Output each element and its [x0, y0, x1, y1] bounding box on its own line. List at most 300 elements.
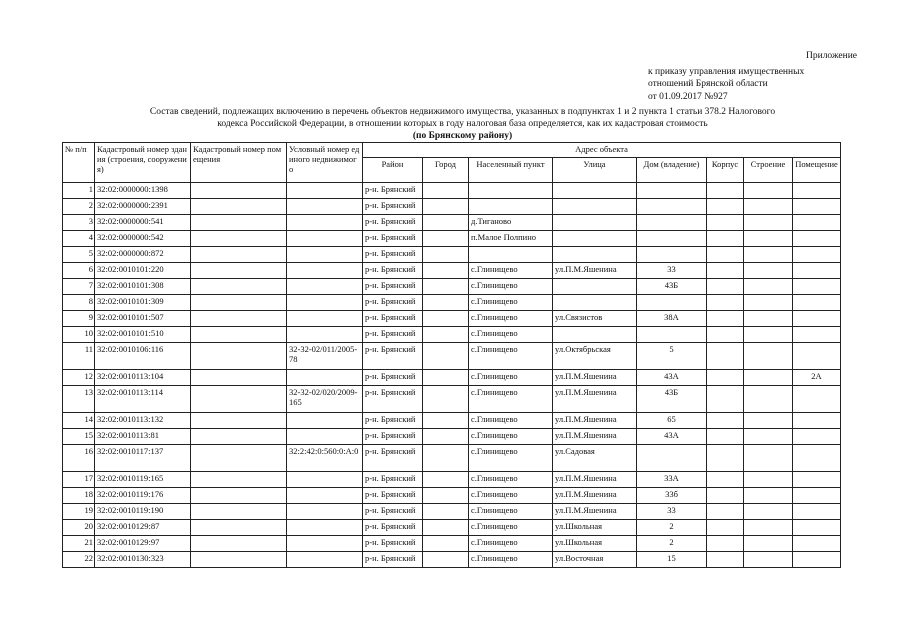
settlement-cell: с.Глинищево [469, 279, 553, 295]
street-cell: ул.П.М.Яшенина [553, 504, 637, 520]
objects-table [62, 142, 841, 568]
city-cell [423, 472, 469, 488]
house-cell: 38А [637, 311, 707, 327]
row-number: 16 [63, 445, 95, 472]
street-cell: ул.П.М.Яшенина [553, 488, 637, 504]
settlement-cell: с.Глинищево [469, 263, 553, 279]
cadastral-number: 32:02:0010113:132 [95, 413, 191, 429]
room-cadastral-number [191, 263, 287, 279]
room-cell [793, 488, 841, 504]
korpus-cell [707, 343, 744, 370]
settlement-cell [469, 247, 553, 263]
city-cell [423, 279, 469, 295]
korpus-cell [707, 445, 744, 472]
room-cadastral-number [191, 311, 287, 327]
room-cell [793, 445, 841, 472]
conditional-number [287, 552, 363, 568]
street-cell: ул.П.М.Яшенина [553, 472, 637, 488]
table-row [63, 504, 841, 520]
house-cell [637, 445, 707, 472]
korpus-cell [707, 370, 744, 386]
room-cell [793, 311, 841, 327]
building-cell [744, 295, 793, 311]
settlement-cell: с.Глинищево [469, 343, 553, 370]
settlement-cell: с.Глинищево [469, 429, 553, 445]
korpus-cell [707, 536, 744, 552]
korpus-cell [707, 215, 744, 231]
building-cell [744, 488, 793, 504]
conditional-number [287, 199, 363, 215]
korpus-cell [707, 504, 744, 520]
table-row [63, 370, 841, 386]
room-cadastral-number [191, 343, 287, 370]
korpus-cell [707, 231, 744, 247]
district-cell: р-н. Брянский [363, 327, 423, 343]
table-row [63, 295, 841, 311]
city-cell [423, 504, 469, 520]
col-header-city: Город [423, 158, 469, 183]
room-cadastral-number [191, 552, 287, 568]
city-cell [423, 263, 469, 279]
district-cell: р-н. Брянский [363, 536, 423, 552]
street-cell [553, 295, 637, 311]
house-cell [637, 215, 707, 231]
table-row [63, 343, 841, 370]
house-cell: 43А [637, 429, 707, 445]
room-cell: 2А [793, 370, 841, 386]
col-header-cad-building: Кадастровый номер здания (строения, сооружения) [95, 143, 191, 183]
settlement-cell: п.Малое Полпино [469, 231, 553, 247]
row-number: 22 [63, 552, 95, 568]
city-cell [423, 536, 469, 552]
district-cell: р-н. Брянский [363, 552, 423, 568]
appendix-label: Приложение [806, 51, 857, 61]
order-reference-line: отношений Брянской области [648, 79, 768, 89]
korpus-cell [707, 520, 744, 536]
document-title-line: кодекса Российской Федерации, в отношении которых в году налоговая база определяется, как их кадастровая стоимость [217, 119, 708, 129]
row-number: 8 [63, 295, 95, 311]
room-cadastral-number [191, 488, 287, 504]
room-cell [793, 413, 841, 429]
settlement-cell [469, 183, 553, 199]
cadastral-number: 32:02:0000000:542 [95, 231, 191, 247]
district-cell: р-н. Брянский [363, 263, 423, 279]
city-cell [423, 327, 469, 343]
settlement-cell: с.Глинищево [469, 520, 553, 536]
room-cell [793, 279, 841, 295]
district-cell: р-н. Брянский [363, 231, 423, 247]
cadastral-number: 32:02:0000000:872 [95, 247, 191, 263]
building-cell [744, 413, 793, 429]
house-cell: 33А [637, 472, 707, 488]
street-cell: ул.П.М.Яшенина [553, 386, 637, 413]
room-cell [793, 343, 841, 370]
street-cell [553, 231, 637, 247]
korpus-cell [707, 413, 744, 429]
district-cell: р-н. Брянский [363, 386, 423, 413]
room-cadastral-number [191, 536, 287, 552]
conditional-number [287, 279, 363, 295]
room-cell [793, 247, 841, 263]
district-cell: р-н. Брянский [363, 520, 423, 536]
street-cell [553, 247, 637, 263]
street-cell: ул.П.М.Яшенина [553, 263, 637, 279]
district-cell: р-н. Брянский [363, 295, 423, 311]
col-header-street: Улица [553, 158, 637, 183]
korpus-cell [707, 327, 744, 343]
building-cell [744, 343, 793, 370]
conditional-number [287, 504, 363, 520]
settlement-cell: с.Глинищево [469, 295, 553, 311]
city-cell [423, 343, 469, 370]
table-row [63, 231, 841, 247]
city-cell [423, 199, 469, 215]
cadastral-number: 32:02:0000000:2391 [95, 199, 191, 215]
col-header-house: Дом (владение) [637, 158, 707, 183]
row-number: 6 [63, 263, 95, 279]
house-cell: 33 [637, 263, 707, 279]
building-cell [744, 183, 793, 199]
city-cell [423, 231, 469, 247]
cadastral-number: 32:02:0000000:1398 [95, 183, 191, 199]
street-cell: ул.П.М.Яшенина [553, 413, 637, 429]
room-cell [793, 536, 841, 552]
district-cell: р-н. Брянский [363, 429, 423, 445]
city-cell [423, 311, 469, 327]
room-cadastral-number [191, 472, 287, 488]
street-cell [553, 279, 637, 295]
cadastral-number: 32:02:0010101:510 [95, 327, 191, 343]
building-cell [744, 231, 793, 247]
row-number: 17 [63, 472, 95, 488]
building-cell [744, 520, 793, 536]
col-header-address: Адрес объекта [363, 143, 841, 158]
district-cell: р-н. Брянский [363, 472, 423, 488]
building-cell [744, 370, 793, 386]
room-cell [793, 263, 841, 279]
city-cell [423, 183, 469, 199]
district-cell: р-н. Брянский [363, 247, 423, 263]
conditional-number [287, 472, 363, 488]
settlement-cell: с.Глинищево [469, 552, 553, 568]
building-cell [744, 536, 793, 552]
conditional-number [287, 429, 363, 445]
room-cell [793, 215, 841, 231]
row-number: 5 [63, 247, 95, 263]
district-cell: р-н. Брянский [363, 183, 423, 199]
cadastral-number: 32:02:0010119:165 [95, 472, 191, 488]
cadastral-number: 32:02:0010129:97 [95, 536, 191, 552]
room-cadastral-number [191, 247, 287, 263]
building-cell [744, 472, 793, 488]
house-cell: 43Б [637, 279, 707, 295]
col-header-cond-num: Условный номер единого недвижимого [287, 143, 363, 183]
col-header-room: Помещение [793, 158, 841, 183]
district-cell: р-н. Брянский [363, 215, 423, 231]
city-cell [423, 445, 469, 472]
room-cell [793, 504, 841, 520]
cadastral-number: 32:02:0010119:190 [95, 504, 191, 520]
room-cadastral-number [191, 199, 287, 215]
building-cell [744, 504, 793, 520]
city-cell [423, 386, 469, 413]
row-number: 14 [63, 413, 95, 429]
street-cell: ул.П.М.Яшенина [553, 429, 637, 445]
settlement-cell: с.Глинищево [469, 386, 553, 413]
street-cell: ул.П.М.Яшенина [553, 370, 637, 386]
table-row [63, 520, 841, 536]
district-cell: р-н. Брянский [363, 279, 423, 295]
conditional-number [287, 488, 363, 504]
korpus-cell [707, 311, 744, 327]
house-cell [637, 247, 707, 263]
conditional-number [287, 247, 363, 263]
district-cell: р-н. Брянский [363, 199, 423, 215]
settlement-cell: д.Тиганово [469, 215, 553, 231]
conditional-number [287, 183, 363, 199]
row-number: 4 [63, 231, 95, 247]
street-cell [553, 183, 637, 199]
building-cell [744, 263, 793, 279]
room-cadastral-number [191, 295, 287, 311]
order-reference-line: к приказу управления имущественных [648, 67, 805, 77]
table-row [63, 279, 841, 295]
document-subtitle: (по Брянскому району) [412, 131, 513, 141]
col-header-settlement: Населенный пункт [469, 158, 553, 183]
table-row [63, 386, 841, 413]
house-cell: 2 [637, 520, 707, 536]
korpus-cell [707, 279, 744, 295]
room-cell [793, 552, 841, 568]
korpus-cell [707, 263, 744, 279]
row-number: 3 [63, 215, 95, 231]
col-header-cad-room: Кадастровый номер помещения [191, 143, 287, 183]
street-cell: ул.Садовая [553, 445, 637, 472]
room-cell [793, 520, 841, 536]
cadastral-number: 32:02:0010113:81 [95, 429, 191, 445]
building-cell [744, 327, 793, 343]
conditional-number: 32-32-02/011/2005-78 [287, 343, 363, 370]
table-row [63, 199, 841, 215]
settlement-cell: с.Глинищево [469, 311, 553, 327]
conditional-number [287, 370, 363, 386]
conditional-number: 32:2:42:0:560:0:А:0 [287, 445, 363, 472]
settlement-cell: с.Глинищево [469, 504, 553, 520]
cadastral-number: 32:02:0010113:104 [95, 370, 191, 386]
building-cell [744, 311, 793, 327]
table-row [63, 536, 841, 552]
conditional-number [287, 327, 363, 343]
table-row [63, 183, 841, 199]
room-cadastral-number [191, 445, 287, 472]
building-cell [744, 199, 793, 215]
city-cell [423, 247, 469, 263]
room-cadastral-number [191, 183, 287, 199]
conditional-number [287, 520, 363, 536]
house-cell: 43А [637, 370, 707, 386]
conditional-number [287, 413, 363, 429]
conditional-number [287, 295, 363, 311]
street-cell: ул.Восточная [553, 552, 637, 568]
korpus-cell [707, 183, 744, 199]
cadastral-number: 32:02:0010101:308 [95, 279, 191, 295]
house-cell: 33 [637, 504, 707, 520]
street-cell [553, 199, 637, 215]
settlement-cell: с.Глинищево [469, 488, 553, 504]
cadastral-number: 32:02:0010117:137 [95, 445, 191, 472]
row-number: 13 [63, 386, 95, 413]
cadastral-number: 32:02:0010130:323 [95, 552, 191, 568]
room-cadastral-number [191, 520, 287, 536]
cadastral-number: 32:02:0010119:176 [95, 488, 191, 504]
row-number: 18 [63, 488, 95, 504]
room-cadastral-number [191, 231, 287, 247]
table-row [63, 263, 841, 279]
house-cell: 33б [637, 488, 707, 504]
district-cell: р-н. Брянский [363, 311, 423, 327]
room-cadastral-number [191, 386, 287, 413]
row-number: 1 [63, 183, 95, 199]
house-cell: 5 [637, 343, 707, 370]
room-cadastral-number [191, 413, 287, 429]
room-cell [793, 183, 841, 199]
city-cell [423, 488, 469, 504]
house-cell: 43Б [637, 386, 707, 413]
col-header-num: № п/п [63, 143, 95, 183]
settlement-cell: с.Глинищево [469, 536, 553, 552]
cadastral-number: 32:02:0010113:114 [95, 386, 191, 413]
korpus-cell [707, 552, 744, 568]
table-row [63, 488, 841, 504]
room-cell [793, 472, 841, 488]
building-cell [744, 279, 793, 295]
settlement-cell: с.Глинищево [469, 370, 553, 386]
room-cadastral-number [191, 429, 287, 445]
city-cell [423, 520, 469, 536]
house-cell [637, 327, 707, 343]
conditional-number [287, 231, 363, 247]
row-number: 9 [63, 311, 95, 327]
korpus-cell [707, 295, 744, 311]
building-cell [744, 386, 793, 413]
korpus-cell [707, 429, 744, 445]
street-cell: ул.Школьная [553, 536, 637, 552]
order-date-number: от 01.09.2017 №927 [648, 92, 728, 102]
table-row [63, 429, 841, 445]
street-cell [553, 215, 637, 231]
room-cell [793, 231, 841, 247]
table-row [63, 327, 841, 343]
cadastral-number: 32:02:0010101:309 [95, 295, 191, 311]
conditional-number: 32-32-02/020/2009-165 [287, 386, 363, 413]
col-header-korpus: Корпус [707, 158, 744, 183]
city-cell [423, 429, 469, 445]
korpus-cell [707, 472, 744, 488]
room-cell [793, 327, 841, 343]
street-cell: ул.Связистов [553, 311, 637, 327]
cadastral-number: 32:02:0000000:541 [95, 215, 191, 231]
city-cell [423, 552, 469, 568]
row-number: 20 [63, 520, 95, 536]
house-cell: 65 [637, 413, 707, 429]
settlement-cell: с.Глинищево [469, 327, 553, 343]
building-cell [744, 247, 793, 263]
conditional-number [287, 263, 363, 279]
row-number: 21 [63, 536, 95, 552]
row-number: 11 [63, 343, 95, 370]
street-cell: ул.Октябрьская [553, 343, 637, 370]
room-cell [793, 386, 841, 413]
house-cell [637, 231, 707, 247]
room-cadastral-number [191, 279, 287, 295]
table-row [63, 247, 841, 263]
conditional-number [287, 215, 363, 231]
room-cell [793, 295, 841, 311]
document-title-line: Состав сведений, подлежащих включению в перечень объектов недвижимого имущества, указанных в подпунктах 1 и 2 пункта 1 статьи 378.2 Налогового [149, 107, 776, 117]
house-cell [637, 199, 707, 215]
table-row [63, 311, 841, 327]
building-cell [744, 445, 793, 472]
house-cell: 2 [637, 536, 707, 552]
district-cell: р-н. Брянский [363, 445, 423, 472]
row-number: 12 [63, 370, 95, 386]
settlement-cell: с.Глинищево [469, 413, 553, 429]
conditional-number [287, 311, 363, 327]
conditional-number [287, 536, 363, 552]
settlement-cell: с.Глинищево [469, 445, 553, 472]
district-cell: р-н. Брянский [363, 504, 423, 520]
building-cell [744, 215, 793, 231]
city-cell [423, 413, 469, 429]
city-cell [423, 370, 469, 386]
building-cell [744, 552, 793, 568]
city-cell [423, 215, 469, 231]
district-cell: р-н. Брянский [363, 370, 423, 386]
table-row [63, 445, 841, 472]
cadastral-number: 32:02:0010106:116 [95, 343, 191, 370]
table-row [63, 413, 841, 429]
building-cell [744, 429, 793, 445]
room-cadastral-number [191, 370, 287, 386]
col-header-building: Строение [744, 158, 793, 183]
street-cell [553, 327, 637, 343]
cadastral-number: 32:02:0010101:220 [95, 263, 191, 279]
table-row [63, 215, 841, 231]
district-cell: р-н. Брянский [363, 413, 423, 429]
korpus-cell [707, 247, 744, 263]
house-cell [637, 295, 707, 311]
cadastral-number: 32:02:0010101:507 [95, 311, 191, 327]
row-number: 7 [63, 279, 95, 295]
district-cell: р-н. Брянский [363, 343, 423, 370]
row-number: 10 [63, 327, 95, 343]
row-number: 19 [63, 504, 95, 520]
room-cadastral-number [191, 327, 287, 343]
city-cell [423, 295, 469, 311]
cadastral-number: 32:02:0010129:87 [95, 520, 191, 536]
settlement-cell [469, 199, 553, 215]
korpus-cell [707, 386, 744, 413]
room-cell [793, 199, 841, 215]
house-cell: 15 [637, 552, 707, 568]
street-cell: ул.Школьная [553, 520, 637, 536]
table-row [63, 472, 841, 488]
korpus-cell [707, 488, 744, 504]
district-cell: р-н. Брянский [363, 488, 423, 504]
room-cell [793, 429, 841, 445]
house-cell [637, 183, 707, 199]
col-header-district: Район [363, 158, 423, 183]
